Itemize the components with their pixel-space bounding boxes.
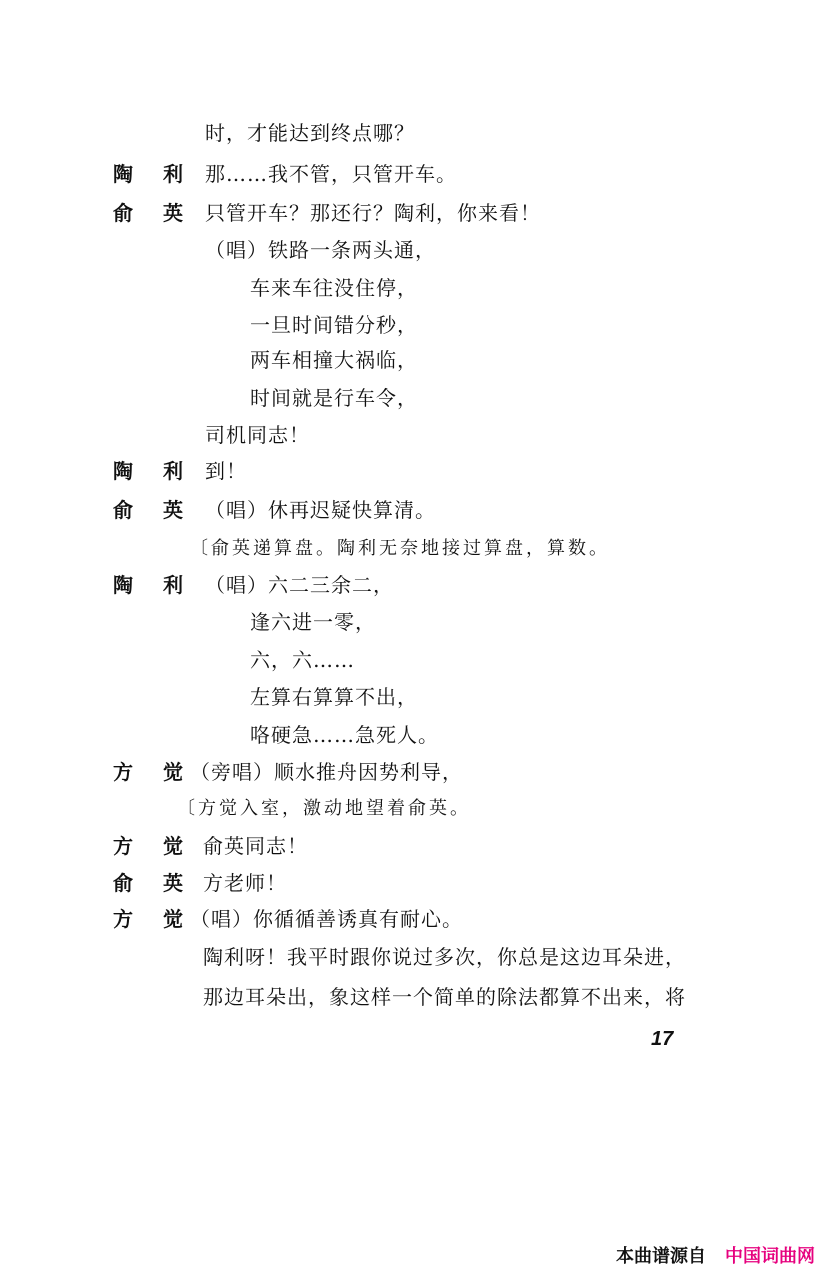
speaker-name: 方觉: [113, 834, 213, 858]
song-line: 左算右算算不出，: [250, 685, 418, 709]
song-line: 两车相撞大祸临，: [250, 348, 418, 372]
speaker-name: 方觉: [113, 907, 213, 931]
speaker-name: 俞英: [113, 201, 213, 225]
song-line: 一旦时间错分秒，: [250, 313, 418, 337]
dialogue-line: 司机同志！: [205, 423, 310, 447]
song-line: 逢六进一零，: [250, 610, 376, 634]
dialogue-line: 那……我不管，只管开车。: [205, 162, 457, 186]
song-line: （唱）你循循善诱真有耐心。: [190, 907, 463, 931]
footer-site-link[interactable]: 中国词曲网: [725, 1246, 815, 1267]
song-line: 时间就是行车令，: [250, 386, 418, 410]
dialogue-line: 只管开车？那还行？陶利，你来看！: [205, 201, 541, 225]
dialogue-line: 陶利呀！我平时跟你说过多次，你总是这边耳朵进，: [203, 945, 686, 969]
speaker-name: 陶利: [113, 162, 213, 186]
footer-source-label: 本曲谱源自: [616, 1246, 706, 1267]
page-number: 17: [651, 1028, 674, 1050]
song-line: 车来车往没住停，: [250, 276, 418, 300]
song-line: （唱）铁路一条两头通，: [205, 238, 436, 262]
dialogue-line: 到！: [205, 459, 247, 483]
speaker-name: 陶利: [113, 459, 213, 483]
speaker-name: 陶利: [113, 573, 213, 597]
dialogue-line: 俞英同志！: [203, 834, 308, 858]
song-line: （旁唱）顺水推舟因势利导，: [190, 760, 463, 784]
speaker-name: 俞英: [113, 871, 213, 895]
song-line: （唱）六二三余二，: [205, 573, 394, 597]
dialogue-line: 那边耳朵出，象这样一个简单的除法都算不出来，将: [203, 985, 686, 1009]
song-line: 咯硬急……急死人。: [250, 723, 439, 747]
dialogue-line: 方老师！: [203, 871, 287, 895]
speaker-name: 俞英: [113, 498, 213, 522]
stage-direction: 〔方觉入室，激动地望着俞英。: [177, 798, 471, 819]
stage-direction: 〔俞英递算盘。陶利无奈地接过算盘，算数。: [190, 538, 610, 559]
speaker-name: 方觉: [113, 760, 213, 784]
song-line: （唱）休再迟疑快算清。: [205, 498, 436, 522]
dialogue-line: 时，才能达到终点哪？: [205, 121, 415, 145]
song-line: 六，六……: [250, 648, 355, 672]
